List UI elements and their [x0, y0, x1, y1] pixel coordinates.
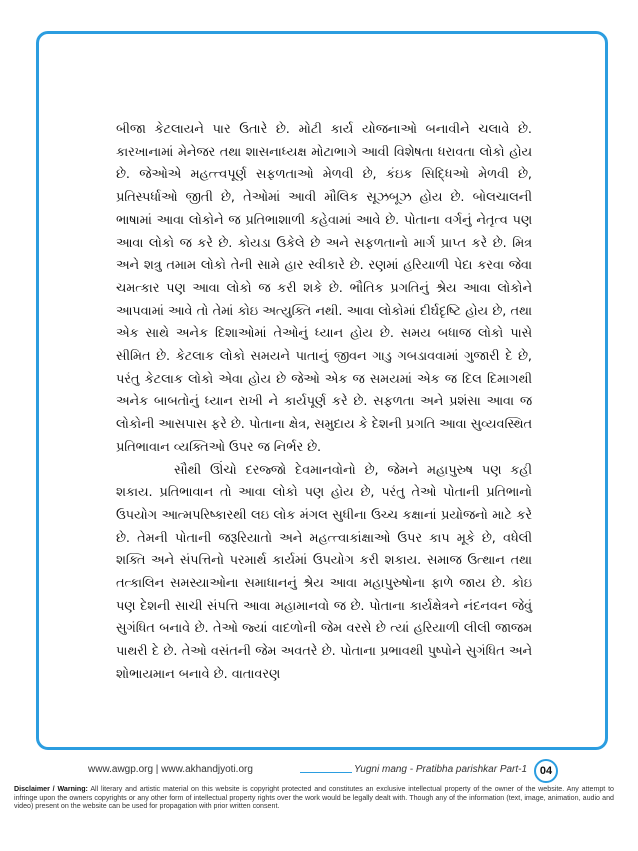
disclaimer-label: Disclaimer / Warning: [14, 785, 88, 793]
disclaimer [14, 785, 614, 811]
website-links[interactable]: www.awgp.org | www.akhandjyoti.org [88, 764, 253, 775]
book-title: Yugni mang - Pratibha parishkar Part-1 [354, 764, 528, 775]
page-number-badge [534, 759, 558, 783]
body-paragraph: બીજા કેટલાયને પાર ઉતારે છે. મોટી કાર્ય યોજનાઓ બનાવીને ચલાવે છે. કારખાનામાં મેનેજર તથા શાસનાધ્યક્ષ મોટાભાગે આવી વિશેષતા ધરાવતા લોકો હોય છે. જેઓએ મહત્ત્વપૂર્ણ સફળતાઓ મેળવી છે, કંઇક સિદ્ધિઓ મેળવી છે, પ્રતિસ્પર્ધાઓ જીતી છે, તેઓમાં આવી મૌલિક સૂઝબૂઝ હોય છે. બોલચાલની ભાષામાં આવા લોકોને જ પ્રતિભાશાળી કહેવામાં આવે છે. પોતાના વર્ગનું નેતૃત્વ પણ આવા લોકો જ કરે છે. કોયડા ઉકેલે છે અને સફળતાનો માર્ગ પ્રાપ્ત કરે છે. મિત્ર અને શત્રુ તમામ લોકો તેની સામે હાર સ્વીકારે છે. રણમાં હરિયાળી પેદા કરવા જેવા ચમત્કાર પણ આવા લોકો જ કરી શકે છે. ભૌતિક પ્રગતિનું શ્રેય આવા લોકોને આપવામાં આવે તો તેમાં કોઇ અત્યુક્તિ નથી. આવા લોકોમાં દીર્ઘદૃષ્ટિ હોય છે, તથા એક સાથે અનેક દિશાઓમાં તેઓનું ધ્યાન હોય છે. સમય બધાજ લોકો પાસે સીમિત છે. કેટલાક લોકો સમયને પાતાનું જીવન ગાડુ ગબડાવવામાં ગુજારી દે છે, પરંતુ કેટલાક લોકો એવા હોય છે જેઓ એક જ સમયમાં એક જ દિલ દિમાગથી અનેક બાબતોનું ધ્યાન રાખી ને કાર્યપૂર્ણ કરે છે. સફળતા અને પ્રશંસા આવા જ લોકોની આસપાસ ફરે છે. પોતાના ક્ષેત્ર, સમુદાય કે દેશની પ્રગતિ આવા સુવ્યવસ્થિત પ્રતિભાવાન વ્યક્તિઓ ઉપર જ નિર્ભર છે. [116, 122, 532, 455]
article-body [116, 119, 532, 687]
disclaimer-text: All literary and artistic material on this website is copyright protected and constitutes an exclusive intellectual property of the owner of the website. Any attempt to infringe upon the owners copyrights or any other form of intellectual property rights over the work would be legally dealt with. Though any of the information (text, image, animation, audio and video) present on the website can be used for propagation with prior written consent. [14, 785, 614, 811]
page-number: 04 [539, 765, 553, 777]
body-paragraph: સૌથી ઊંચો દરજ્જો દેવમાનવોનો છે, જેમને મહાપુરુષ પણ કહી શકાય. પ્રતિભાવાન તો આવા લોકો પણ હોય છે, પરંતુ તેઓ પોતાની પ્રતિભાનો ઉપયોગ આત્મપરિષ્કારથી લઇ લોક મંગલ સુધીના ઉચ્ચ કક્ષાનાં પ્રયોજનો માટે કરે છે. તેમની પોતાની જરૂરિયાતો અને મહત્ત્વાકાંક્ષાઓ ઉપર કાપ મૂકે છે, વધેલી શક્તિ અને સંપત્તિનો પરમાર્થ કાર્યમાં ઉપયોગ કરી શકાય. સમાજ ઉત્થાન તથા તત્કાલિન સમસ્યાઓના સમાધાનનું શ્રેય આવા મહાપુરુષોના ફાળે જાય છે. કોઇ પણ દેશની સાચી સંપત્તિ આવા મહામાનવો જ છે. પોતાના કાર્યક્ષેત્રને નંદનવન જેવું સુગંધિત બનાવે છે. તેઓ જ્યાં વાદળોની જેમ વરસે છે ત્યાં હરિયાળી લીલી જાજમ પાથરી દે છે. તેઓ વસંતની જેમ અવતરે છે. પોતાના પ્રભાવથી પુષ્પોને સુગંધિત અને શોભાયમાન બનાવે છે. વાતાવરણ [116, 462, 532, 682]
